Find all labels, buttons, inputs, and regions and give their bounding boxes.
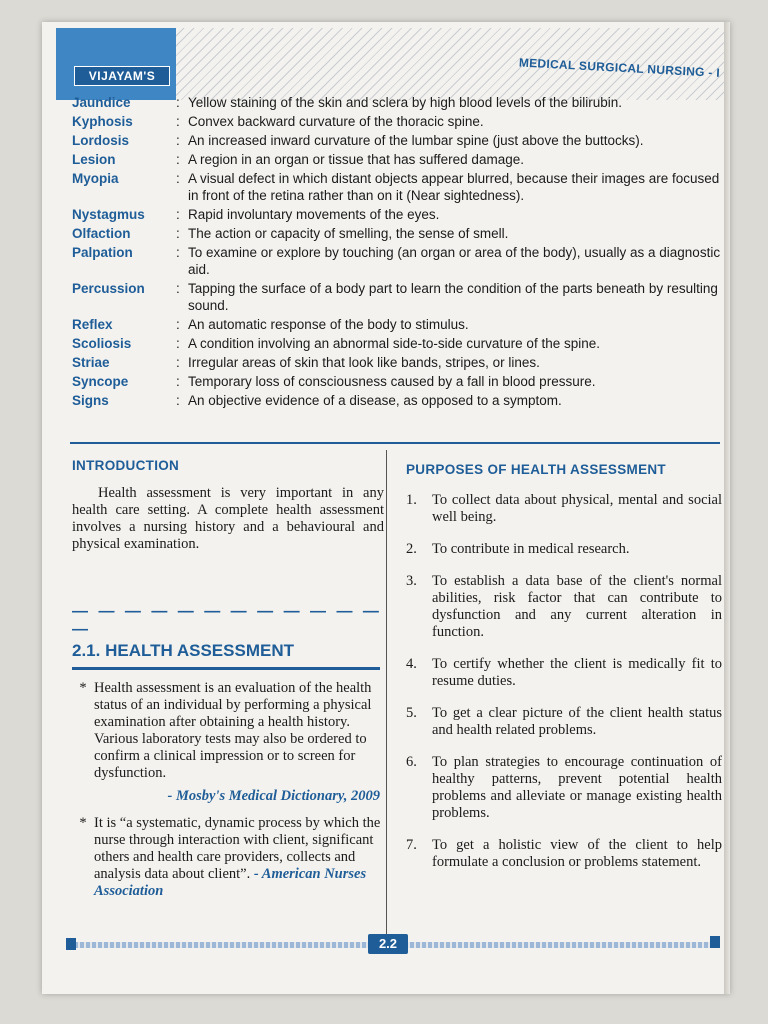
glossary-term: Kyphosis xyxy=(72,114,133,129)
section-divider xyxy=(70,442,720,444)
item-number: 4. xyxy=(406,656,417,672)
bullet-text: It is “a systematic, dynamic process by which the nurse through interaction with client, significant others and health care providers, collects and analysis data about client”. xyxy=(94,815,381,882)
bullet-item xyxy=(72,680,384,782)
glossary-term: Myopia xyxy=(72,171,119,186)
glossary-term: Jaundice xyxy=(72,95,131,110)
header-color-block xyxy=(56,28,176,100)
item-number: 1. xyxy=(406,492,417,508)
glossary-term: Signs xyxy=(72,393,109,408)
glossary-definition: Irregular areas of skin that look like bands, stripes, or lines. xyxy=(188,355,540,370)
glossary-row: Nystagmus : Rapid involuntary movements of the eyes. xyxy=(72,206,722,223)
glossary-row: Syncope : Temporary loss of consciousness caused by a fall in blood pressure. xyxy=(72,373,722,390)
asterisk-icon: * xyxy=(79,815,87,831)
item-text: To get a clear picture of the client health status and health related problems. xyxy=(432,705,722,738)
glossary-definition: A visual defect in which distant objects appear blurred, because their images are focused in front of the retina rather than on it (Near sightedness). xyxy=(188,171,720,203)
introduction-text: Health assessment is very important in any health care setting. A complete health assessment involves a nursing history and a behavioural and physical examination. xyxy=(72,485,384,552)
purpose-item xyxy=(406,492,722,526)
item-text: To collect data about physical, mental and social well being. xyxy=(432,492,722,525)
item-text: To contribute in medical research. xyxy=(432,541,630,557)
glossary-definition: An automatic response of the body to stimulus. xyxy=(188,317,469,332)
purpose-item xyxy=(406,573,722,641)
glossary-term: Lordosis xyxy=(72,133,130,148)
citation: - Mosby's Medical Dictionary, 2009 xyxy=(167,788,380,804)
running-title: MEDICAL SURGICAL NURSING - I xyxy=(518,55,720,80)
item-text: To get a holistic view of the client to help formulate a conclusion or problems statement. xyxy=(432,837,722,870)
purpose-item xyxy=(406,754,722,822)
section-title-rule xyxy=(72,667,380,670)
glossary-term: Reflex xyxy=(72,317,113,332)
right-column xyxy=(406,462,722,871)
citation: - American Nurses Association xyxy=(94,866,367,899)
purpose-item xyxy=(406,705,722,739)
glossary-definition: To examine or explore by touching (an organ or area of the body), usually as a diagnostic aid. xyxy=(188,245,721,277)
glossary-term: Nystagmus xyxy=(72,207,145,222)
glossary-definition: A condition involving an abnormal side-to-side curvature of the spine. xyxy=(188,336,600,351)
item-number: 2. xyxy=(406,541,417,557)
glossary-term: Striae xyxy=(72,355,110,370)
footer-marker-right xyxy=(710,936,720,948)
introduction-heading: INTRODUCTION xyxy=(72,458,180,473)
glossary-definition: An increased inward curvature of the lumbar spine (just above the buttocks). xyxy=(188,133,644,148)
glossary-definition: Convex backward curvature of the thoracic spine. xyxy=(188,114,484,129)
glossary-row: Percussion : Tapping the surface of a body part to learn the condition of the parts beneath by resulting sound. xyxy=(72,280,722,314)
column-divider xyxy=(386,450,387,940)
asterisk-icon: * xyxy=(79,680,87,696)
glossary-term: Palpation xyxy=(72,245,133,260)
item-number: 3. xyxy=(406,573,417,589)
glossary-definition: Tapping the surface of a body part to learn the condition of the parts beneath by resulting sound. xyxy=(188,281,718,313)
left-column xyxy=(72,458,384,900)
glossary-term: Scoliosis xyxy=(72,336,132,351)
glossary-row: Lordosis : An increased inward curvature of the lumbar spine (just above the buttocks). xyxy=(72,132,722,149)
glossary-list xyxy=(72,94,722,411)
glossary-definition: An objective evidence of a disease, as opposed to a symptom. xyxy=(188,393,562,408)
bullet-text: Health assessment is an evaluation of the health status of an individual by performing a physical examination after obtaining a health history. Various laboratory tests may also be ordered to confirm a clinical impression or to screen for dysfunction. xyxy=(94,680,372,781)
glossary-row: Kyphosis : Convex backward curvature of the thoracic spine. xyxy=(72,113,722,130)
glossary-definition: Rapid involuntary movements of the eyes. xyxy=(188,207,440,222)
footer-marker-left xyxy=(66,938,76,950)
publisher-brand: VIJAYAM'S xyxy=(74,66,170,86)
glossary-definition: The action or capacity of smelling, the sense of smell. xyxy=(188,226,509,241)
purpose-item xyxy=(406,541,722,558)
purposes-heading: PURPOSES OF HEALTH ASSESSMENT xyxy=(406,462,666,477)
glossary-definition: A region in an organ or tissue that has suffered damage. xyxy=(188,152,524,167)
page-number: 2.2 xyxy=(368,934,408,954)
glossary-term: Lesion xyxy=(72,152,116,167)
glossary-row: Lesion : A region in an organ or tissue that has suffered damage. xyxy=(72,151,722,168)
item-number: 7. xyxy=(406,837,417,853)
glossary-term: Syncope xyxy=(72,374,129,389)
glossary-definition: Temporary loss of consciousness caused by a fall in blood pressure. xyxy=(188,374,596,389)
glossary-row: Striae : Irregular areas of skin that look like bands, stripes, or lines. xyxy=(72,354,722,371)
glossary-row: Reflex : An automatic response of the body to stimulus. xyxy=(72,316,722,333)
glossary-row: Myopia : A visual defect in which distant objects appear blurred, because their images are focused in front of the retina rather than on it (Near sightedness). xyxy=(72,170,722,204)
item-text: To establish a data base of the client's normal abilities, risk factor that can contribute to dysfunction and any current alteration in function. xyxy=(432,573,722,640)
book-page xyxy=(42,22,730,994)
glossary-row: Scoliosis : A condition involving an abnormal side-to-side curvature of the spine. xyxy=(72,335,722,352)
item-text: To certify whether the client is medically fit to resume duties. xyxy=(432,656,722,689)
purpose-item xyxy=(406,656,722,690)
section-title: 2.1. HEALTH ASSESSMENT xyxy=(72,641,294,660)
glossary-term: Percussion xyxy=(72,281,145,296)
item-text: To plan strategies to encourage continuation of healthy patterns, prevent potential health problems and alleviate or manage existing health problems. xyxy=(432,754,722,821)
item-number: 5. xyxy=(406,705,417,721)
dashed-rule: — — — — — — — — — — — — — xyxy=(72,603,382,638)
purpose-item xyxy=(406,837,722,871)
glossary-definition: Yellow staining of the skin and sclera by high blood levels of the bilirubin. xyxy=(188,95,623,110)
glossary-row: Signs : An objective evidence of a disease, as opposed to a symptom. xyxy=(72,392,722,409)
item-number: 6. xyxy=(406,754,417,770)
glossary-row: Olfaction : The action or capacity of smelling, the sense of smell. xyxy=(72,225,722,242)
glossary-term: Olfaction xyxy=(72,226,131,241)
glossary-row: Palpation : To examine or explore by touching (an organ or area of the body), usually as a diagnostic aid. xyxy=(72,245,721,277)
bullet-item xyxy=(72,815,384,900)
page-edge xyxy=(724,22,730,994)
glossary-row: Jaundice : Yellow staining of the skin and sclera by high blood levels of the bilirubin. xyxy=(72,94,722,111)
